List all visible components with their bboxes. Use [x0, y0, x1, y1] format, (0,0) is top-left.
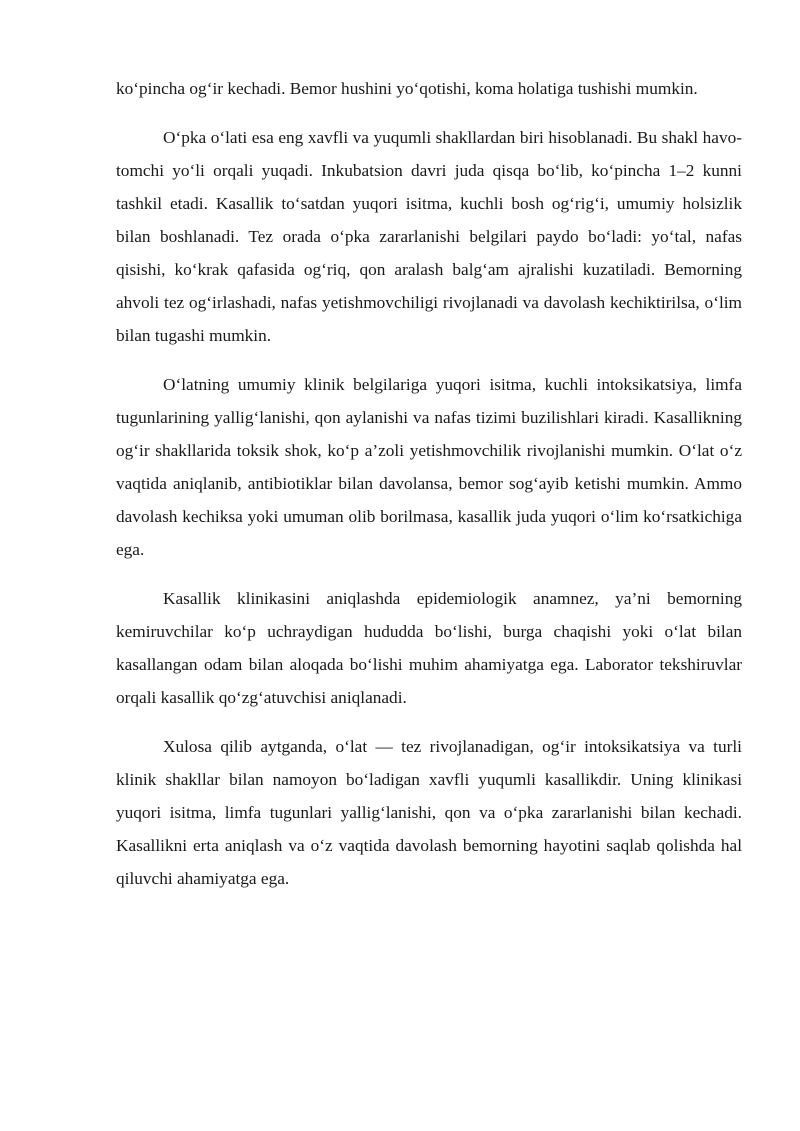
paragraph-continuation: ko‘pincha og‘ir kechadi. Bemor hushini yo‘qotishi, koma holatiga tushishi mumkin. [116, 79, 698, 98]
document-page [116, 72, 742, 911]
paragraph-diagnosis: Kasallik klinikasini aniqlashda epidemiologik anamnez, ya’ni bemorning kemiruvchilar ko‘p uchraydigan hududda bo‘lishi, burga chaqishi yoki o‘lat bilan kasallangan odam bilan aloqada bo‘lishi muhim ahamiyatga ega. Laborator tekshiruvlar orqali kasallik qo‘zg‘atuvchisi aniqlanadi. [116, 589, 742, 707]
paragraph-clinical-signs: O‘latning umumiy klinik belgilariga yuqori isitma, kuchli intoksikatsiya, limfa tugunlarining yallig‘lanishi, qon aylanishi va nafas tizimi buzilishlari kiradi. Kasallikning og‘ir shakllarida toksik shok, ko‘p a’zoli yetishmovchilik rivojlanishi mumkin. O‘lat o‘z vaqtida aniqlanib, antibiotiklar bilan davolansa, bemor sog‘ayib ketishi mumkin. Ammo davolash kechiksa yoki umuman olib borilmasa, kasallik juda yuqori o‘lim ko‘rsatkichiga ega. [116, 375, 742, 559]
paragraph-conclusion: Xulosa qilib aytganda, o‘lat — tez rivojlanadigan, og‘ir intoksikatsiya va turli klinik shakllar bilan namoyon bo‘ladigan xavfli yuqumli kasallikdir. Uning klinikasi yuqori isitma, limfa tugunlari yallig‘lanishi, qon va o‘pka zararlanishi bilan kechadi. Kasallikni erta aniqlash va o‘z vaqtida davolash bemorning hayotini saqlab qolishda hal qiluvchi ahamiyatga ega. [116, 737, 742, 888]
paragraph-lung-plague: O‘pka o‘lati esa eng xavfli va yuqumli shakllardan biri hisoblanadi. Bu shakl havo-tomchi yo‘li orqali yuqadi. Inkubatsion davri juda qisqa bo‘lib, ko‘pincha 1–2 kunni tashkil etadi. Kasallik to‘satdan yuqori isitma, kuchli bosh og‘rig‘i, umumiy holsizlik bilan boshlanadi. Tez orada o‘pka zararlanishi belgilari paydo bo‘ladi: yo‘tal, nafas qisishi, ko‘krak qafasida og‘riq, qon aralash balg‘am ajralishi kuzatiladi. Bemorning ahvoli tez og‘irlashadi, nafas yetishmovchiligi rivojlanadi va davolash kechiktirilsa, o‘lim bilan tugashi mumkin. [116, 128, 742, 345]
